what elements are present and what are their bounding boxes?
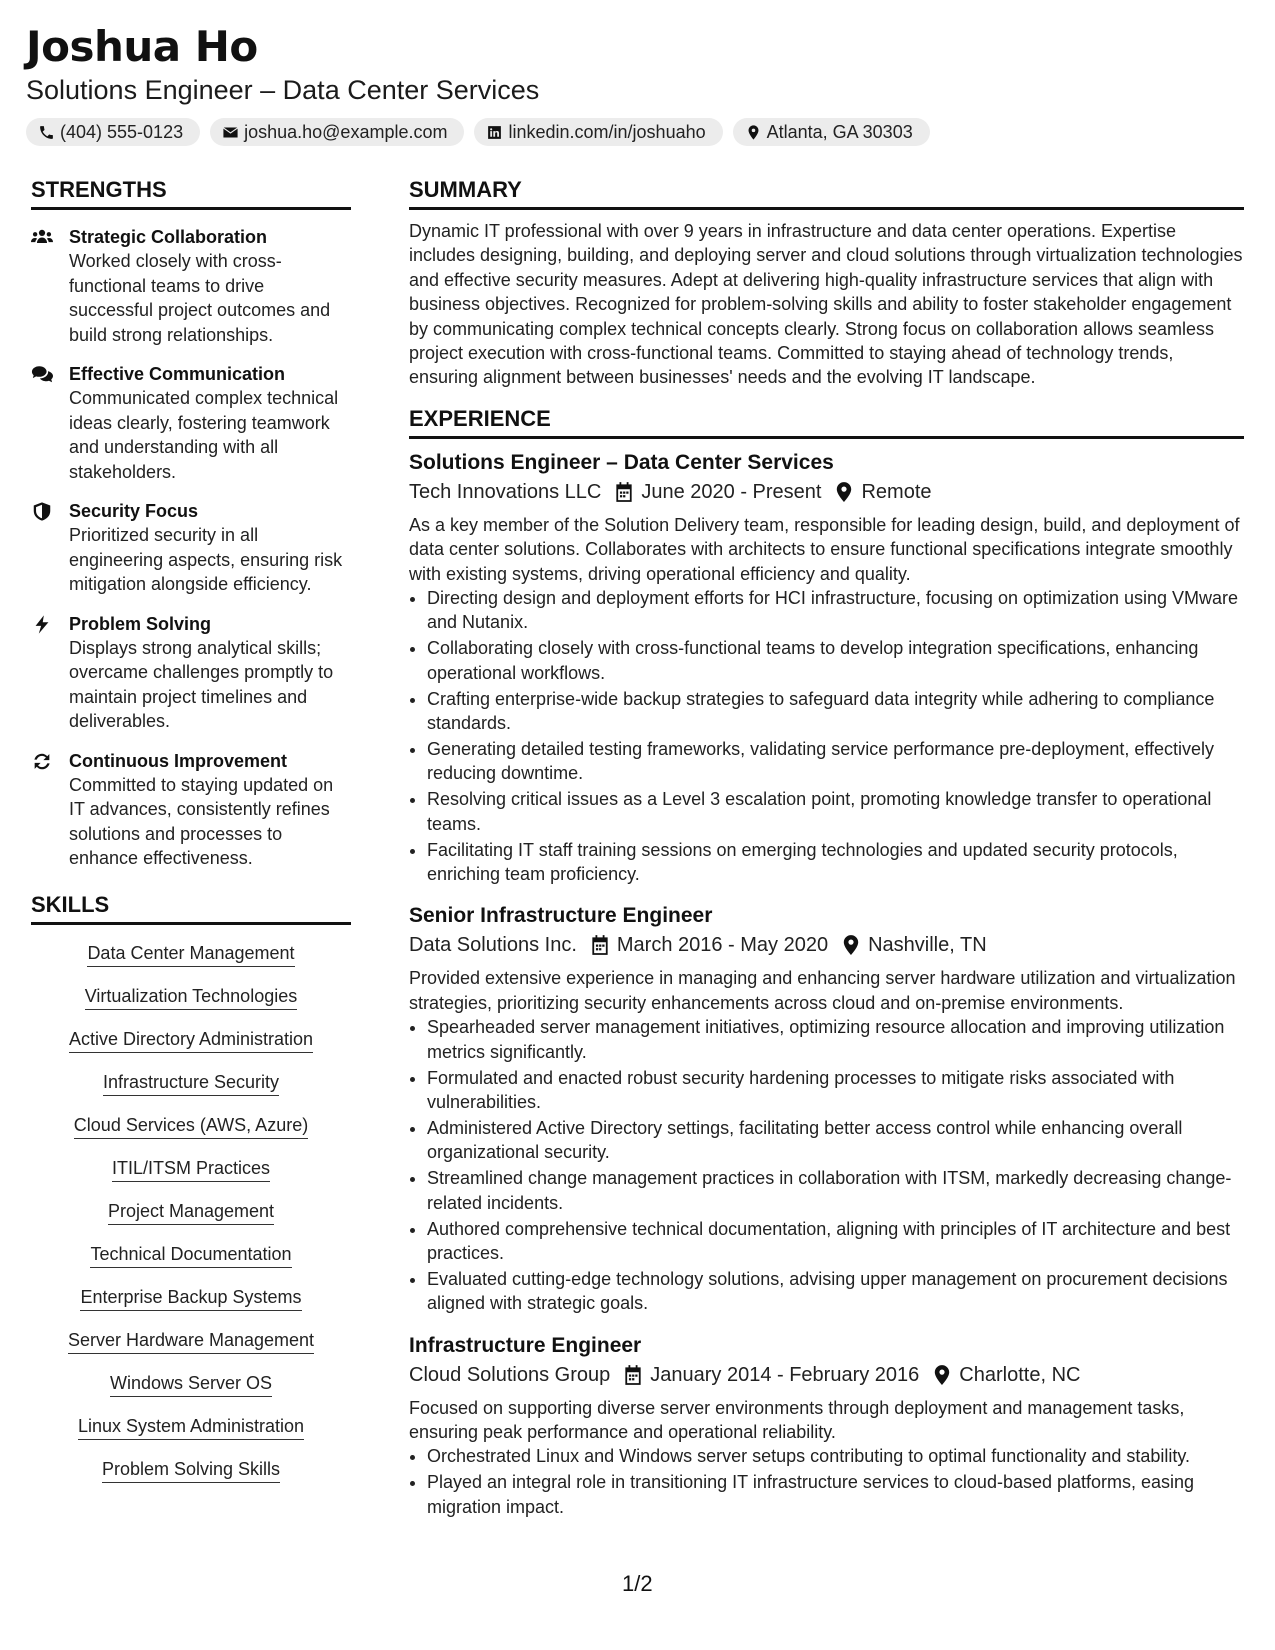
contact-email-text: joshua.ho@example.com bbox=[244, 121, 448, 142]
contact-phone[interactable] bbox=[26, 118, 200, 146]
job-bullet: • Formulated and enacted robust security hardening processes to mitigate risks associated with vulnerabilities. bbox=[427, 1066, 1244, 1115]
job-bullet: • Authored comprehensive technical documentation, aligning with principles of IT architecture and best practices. bbox=[427, 1217, 1244, 1266]
strength-description: Displays strong analytical skills; overcame challenges promptly to maintain project timelines and deliverables. bbox=[69, 637, 334, 731]
job-meta bbox=[409, 930, 1244, 960]
contact-email[interactable] bbox=[210, 118, 464, 146]
strength-item bbox=[31, 225, 351, 347]
job-bullets bbox=[409, 1444, 1244, 1519]
calendar-icon bbox=[624, 1365, 642, 1385]
job-bullet: • Crafting enterprise-wide backup strategies to safeguard data integrity while adhering to compliance standards. bbox=[427, 687, 1244, 736]
skills-list bbox=[31, 941, 351, 1483]
job-meta bbox=[409, 1360, 1244, 1390]
job-dates: June 2020 - Present bbox=[641, 480, 822, 503]
strength-item bbox=[31, 499, 351, 597]
candidate-name: Joshua Ho bbox=[26, 22, 258, 71]
strength-description: Committed to staying updated on IT advances, consistently refines solutions and processes to enhance effectiveness. bbox=[69, 774, 334, 868]
job-bullet: • Spearheaded server management initiatives, optimizing resource allocation and improving utilization metrics significantly. bbox=[427, 1015, 1244, 1064]
summary-heading: SUMMARY bbox=[409, 176, 1244, 210]
envelope-icon bbox=[222, 124, 239, 141]
contact-location bbox=[733, 118, 930, 146]
users-icon bbox=[31, 228, 53, 247]
job-company: Cloud Solutions Group bbox=[409, 1363, 611, 1386]
map-pin-icon bbox=[835, 482, 853, 502]
comments-icon bbox=[31, 365, 53, 384]
contact-linkedin[interactable] bbox=[474, 118, 722, 146]
job-company: Tech Innovations LLC bbox=[409, 480, 602, 503]
job-description: Provided extensive experience in managing and enhancing server hardware utilization and virtualization strategies, prioritizing security enhancements across cloud and on-premise environments. bbox=[409, 968, 1236, 1013]
calendar-icon bbox=[615, 482, 633, 502]
skill-item: Linux System Administration bbox=[78, 1414, 304, 1440]
skill-item: Technical Documentation bbox=[90, 1242, 291, 1268]
map-pin-icon bbox=[842, 935, 860, 955]
contact-phone-text: (404) 555-0123 bbox=[60, 121, 184, 142]
strength-item bbox=[31, 362, 351, 484]
job-title: Senior Infrastructure Engineer bbox=[409, 904, 713, 928]
shield-icon bbox=[31, 502, 53, 521]
strength-title: Effective Communication bbox=[69, 364, 286, 384]
strength-item bbox=[31, 749, 351, 871]
skill-item: Project Management bbox=[108, 1199, 274, 1225]
contact-location-text: Atlanta, GA 30303 bbox=[766, 121, 913, 142]
strength-description: Communicated complex technical ideas clearly, fostering teamwork and understanding with all stakeholders. bbox=[69, 388, 339, 482]
map-pin-icon bbox=[745, 124, 762, 141]
job-title: Infrastructure Engineer bbox=[409, 1333, 642, 1357]
job-description: Focused on supporting diverse server environments through deployment and management tasks, ensuring peak performance and operational reliability. bbox=[409, 1397, 1185, 1443]
skill-item: Windows Server OS bbox=[110, 1371, 272, 1397]
job-description: As a key member of the Solution Delivery team, responsible for leading design, build, and deployment of data center solutions. Collaborates with architects to ensure functional specifications integrate smoothly with existing systems, driving operational efficiency and quality. bbox=[409, 514, 1240, 584]
job-entry bbox=[409, 902, 1244, 1315]
job-bullet: • Directing design and deployment efforts for HCI infrastructure, focusing on optimization using VMware and Nutanix. bbox=[427, 586, 1244, 635]
skill-item: Cloud Services (AWS, Azure) bbox=[74, 1113, 308, 1139]
job-dates: March 2016 - May 2020 bbox=[616, 934, 829, 957]
contact-linkedin-text: linkedin.com/in/joshuaho bbox=[508, 121, 706, 142]
strength-description: Worked closely with cross-functional teams to drive successful project outcomes and build strong relationships. bbox=[69, 251, 331, 345]
job-location: Remote bbox=[861, 480, 932, 503]
candidate-headline: Solutions Engineer – Data Center Services bbox=[26, 75, 540, 105]
linkedin-icon bbox=[486, 124, 503, 141]
skill-item: Active Directory Administration bbox=[69, 1027, 313, 1053]
strength-title: Problem Solving bbox=[69, 613, 212, 634]
calendar-icon bbox=[591, 935, 609, 955]
skill-item: Enterprise Backup Systems bbox=[80, 1285, 301, 1311]
job-meta bbox=[409, 477, 1244, 507]
sync-icon bbox=[31, 752, 53, 771]
strength-title: Continuous Improvement bbox=[69, 750, 288, 771]
job-entry bbox=[409, 449, 1244, 887]
job-company: Data Solutions Inc. bbox=[409, 934, 577, 957]
job-bullet: • Administered Active Directory settings, facilitating better access control while enhancing overall organizational security. bbox=[427, 1116, 1244, 1165]
left-column bbox=[31, 176, 351, 1500]
job-bullets bbox=[409, 1015, 1244, 1315]
skill-item: Server Hardware Management bbox=[68, 1328, 314, 1354]
job-bullet: • Orchestrated Linux and Windows server setups contributing to optimal functionality and stability. bbox=[427, 1444, 1244, 1468]
job-bullet: • Facilitating IT staff training sessions on emerging technologies and updated security protocols, enriching team proficiency. bbox=[427, 838, 1244, 887]
strength-title: Strategic Collaboration bbox=[69, 227, 268, 247]
job-bullet: • Streamlined change management practices in collaboration with ITSM, markedly decreasing change-related incidents. bbox=[427, 1166, 1244, 1215]
job-location: Nashville, TN bbox=[868, 934, 987, 957]
resume-header bbox=[26, 22, 1245, 146]
strength-item bbox=[31, 612, 351, 734]
summary-text: Dynamic IT professional with over 9 years in infrastructure and data center operations. Expertise includes designing, building, and deploying server and cloud solutions through virtualization technologies and effective security measures. Adept at delivering high-quality infrastructure services that align with business objectives. Recognized for problem-solving skills and ability to foster stakeholder engagement by communicating complex technical concepts clearly. Strong focus on collaboration allows seamless project execution with cross-functional teams. Committed to staying ahead of technology trends, ensuring alignment between businesses' needs and the evolving IT landscape. bbox=[409, 221, 1243, 388]
job-bullets bbox=[409, 586, 1244, 886]
contact-bar bbox=[26, 118, 1245, 146]
strengths-heading: STRENGTHS bbox=[31, 176, 351, 210]
strength-title: Security Focus bbox=[69, 501, 199, 521]
skill-item: Virtualization Technologies bbox=[85, 984, 297, 1010]
job-bullet: • Generating detailed testing frameworks, validating service performance pre-deployment, effectively reducing downtime. bbox=[427, 737, 1244, 786]
right-column bbox=[409, 176, 1244, 1521]
page-number: 1/2 bbox=[622, 1571, 653, 1596]
job-bullet: • Resolving critical issues as a Level 3 escalation point, promoting knowledge transfer to operational teams. bbox=[427, 787, 1244, 836]
job-location: Charlotte, NC bbox=[959, 1363, 1081, 1386]
skill-item: Infrastructure Security bbox=[103, 1070, 279, 1096]
strength-description: Prioritized security in all engineering aspects, ensuring risk mitigation alongside efficiency. bbox=[69, 525, 343, 594]
skill-item: ITIL/ITSM Practices bbox=[112, 1156, 270, 1182]
job-bullet: • Collaborating closely with cross-functional teams to develop integration specifications, enhancing operational workflows. bbox=[427, 636, 1244, 685]
job-title: Solutions Engineer – Data Center Services bbox=[409, 450, 834, 474]
job-entry bbox=[409, 1332, 1244, 1520]
experience-heading: EXPERIENCE bbox=[409, 405, 1244, 439]
skill-item: Problem Solving Skills bbox=[102, 1457, 280, 1483]
map-pin-icon bbox=[933, 1365, 951, 1385]
bolt-icon bbox=[31, 615, 53, 634]
skill-item: Data Center Management bbox=[87, 941, 294, 967]
job-bullet: • Played an integral role in transitioning IT infrastructure services to cloud-based platforms, easing migration impact. bbox=[427, 1470, 1244, 1519]
job-bullet: • Evaluated cutting-edge technology solutions, advising upper management on procurement decisions aligned with strategic goals. bbox=[427, 1267, 1244, 1316]
skills-heading: SKILLS bbox=[31, 891, 351, 925]
phone-icon bbox=[38, 124, 55, 141]
job-dates: January 2014 - February 2016 bbox=[650, 1363, 920, 1386]
